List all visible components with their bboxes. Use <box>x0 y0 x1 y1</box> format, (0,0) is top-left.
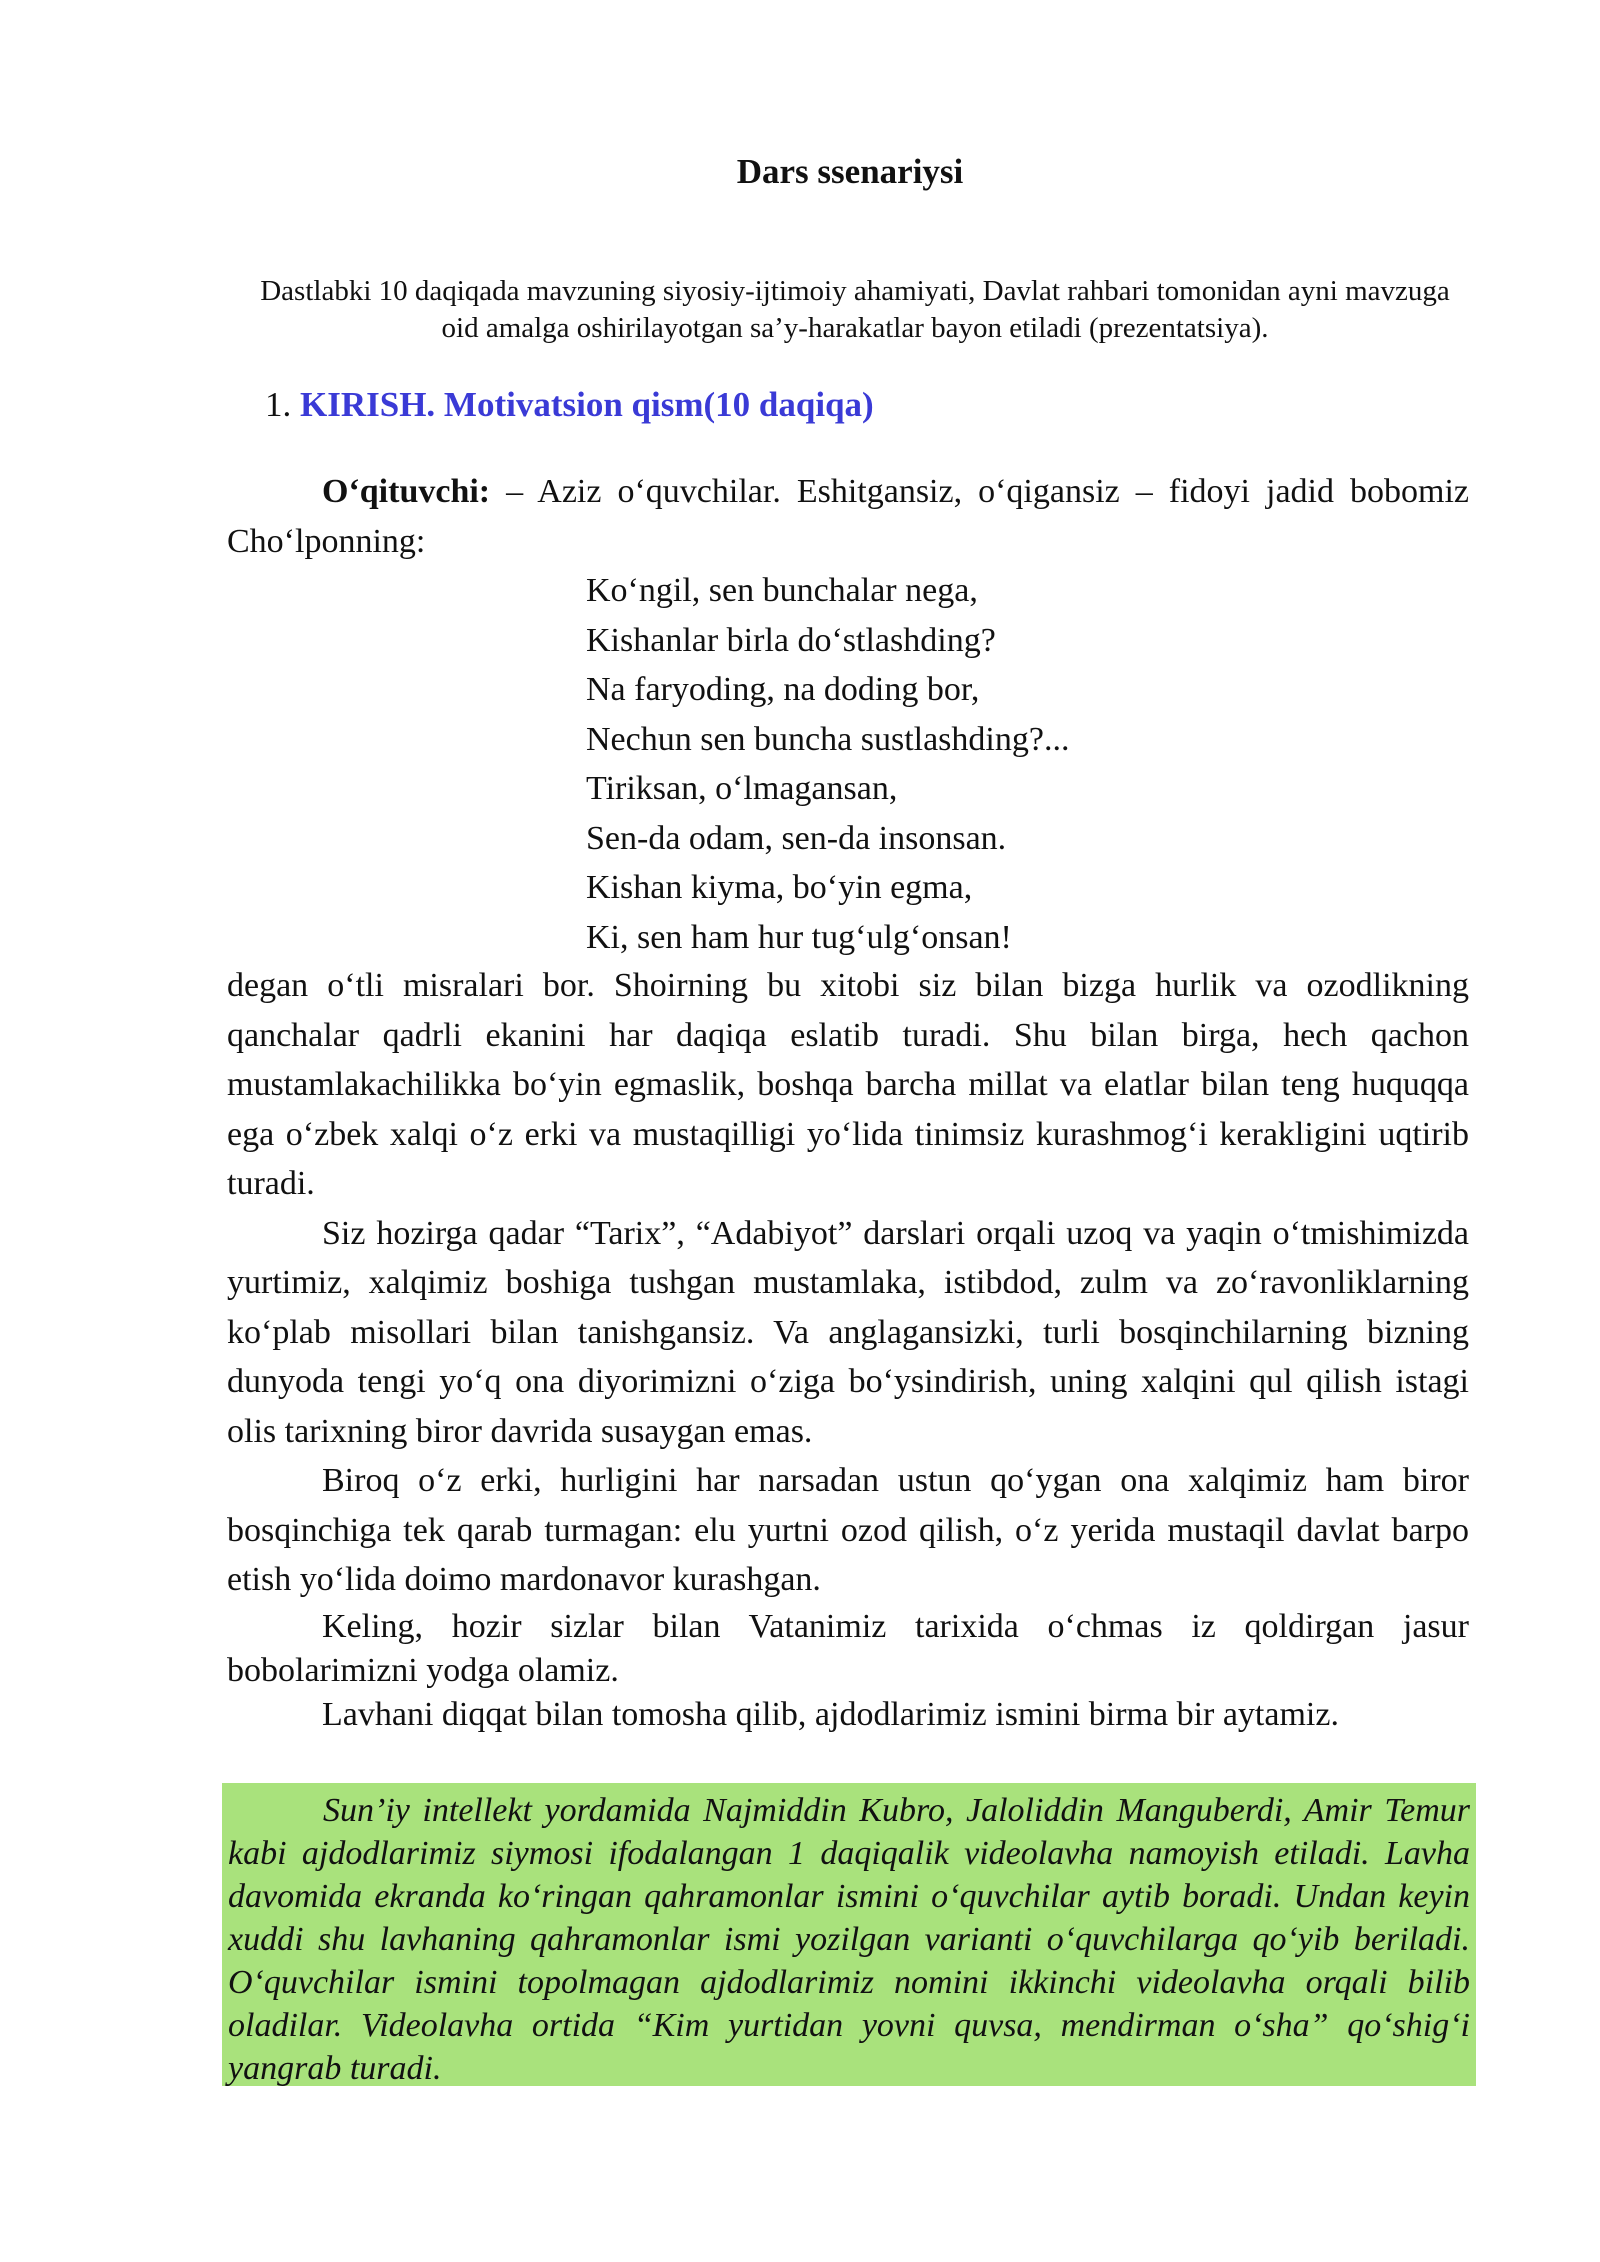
video-note-text: Sun’iy intellekt yordamida Najmiddin Kubro, Jaloliddin Manguberdi, Amir Temur kabi ajdodlarimiz siymosi ifodalangan 1 daqiqalik videolavha namoyish etiladi. Lavha davomida ekranda ko‘ringan qahramonlar ismini o‘quvchilar aytib boradi. Undan keyin xuddi shu lavhaning qahramonlar ismi yozilgan varianti o‘quvchilarga qo‘yib beriladi. O‘quvchilar ismini topolmagan ajdodlarimiz nomini ikkinchi videolavha orqali bilib oladilar. Videolavha ortida “Kim yurtidan yovni quvsa, mendirman o‘sha” qo‘shig‘i yangrab turadi. <box>228 1792 1470 2087</box>
speaker-label: O‘qituvchi: <box>322 473 491 510</box>
document-title: Dars ssenariysi <box>736 152 964 191</box>
teacher-opening <box>227 467 1469 566</box>
poem-line: Ki, sen ham hur tug‘ulg‘onsan! <box>586 918 1012 956</box>
body-paragraph: Biroq o‘z erki, hurligini har narsadan ustun qo‘ygan ona xalqimiz ham biror bosqinchiga tek qarab turmagan: elu yurtni ozod qilish, o‘z yerida mustaqil davlat barpo etish yo‘lida doimo mardonavor kurashgan. <box>227 1462 1469 1598</box>
section-number: 1. <box>265 385 292 424</box>
body-paragraph: degan o‘tli misralari bor. Shoirning bu xitobi siz bilan bizga hurlik va ozodlikning qanchalar qadrli ekanini har daqiqa eslatib turadi. Shu bilan birga, hech qachon mustamlakachilikka bo‘yin egmaslik, boshqa barcha millat va elatlar bilan teng huquqqa ega o‘zbek xalqi o‘z erki va mustaqilligi yo‘lida tinimsiz kurashmog‘i kerakligini uqtirib turadi. <box>227 967 1469 1202</box>
main-text <box>227 961 1469 1737</box>
body-paragraph: Keling, hozir sizlar bilan Vatanimiz tarixida o‘chmas iz qoldirgan jasur bobolarimizni yodga olamiz. <box>227 1607 1469 1689</box>
poem-line: Sen-da odam, sen-da insonsan. <box>586 819 1007 857</box>
section-heading <box>265 383 874 427</box>
poem-line: Tiriksan, o‘lmagansan, <box>586 770 898 807</box>
poem-line: Kishan kiyma, bo‘yin egma, <box>586 869 973 906</box>
video-note-highlight <box>222 1783 1476 2086</box>
teacher-opening-text: – Aziz o‘quvchilar. Eshitgansiz, o‘qigansiz – fidoyi jadid bobomiz Cho‘lponning: <box>227 473 1469 560</box>
teacher-opening-paragraph <box>227 467 1469 566</box>
body-paragraph: Lavhani diqqat bilan tomosha qilib, ajdodlarimiz ismini birma bir aytamiz. <box>322 1695 1339 1733</box>
poem-line: Kishanlar birla do‘stlashding? <box>586 621 996 659</box>
poem-line: Nechun sen buncha sustlashding?... <box>586 720 1070 758</box>
poem <box>586 566 1069 962</box>
poem-line: Na faryoding, na doding bor, <box>586 671 980 708</box>
body-paragraph: Siz hozirga qadar “Tarix”, “Adabiyot” darslari orqali uzoq va yaqin o‘tmishimizda yurtimiz, xalqimiz boshiga tushgan mustamlaka, istibdod, zulm va zo‘ravonliklarning ko‘plab misollari bilan tanishgansiz. Va anglagansizki, turli bosqinchilarning bizning dunyoda tengi yo‘q ona diyorimizni o‘ziga bo‘ysindirish, uning xalqini qul qilish istagi olis tarixning biror davrida susaygan emas. <box>227 1214 1469 1450</box>
section-heading-text: KIRISH. Motivatsion qism(10 daqiqa) <box>300 385 874 424</box>
intro-text: Dastlabki 10 daqiqada mavzuning siyosiy-ijtimoiy ahamiyati, Davlat rahbari tomonidan ayni mavzuga oid amalga oshirilayotgan sa’y-harakatlar bayon etiladi (prezentatsiya). <box>260 275 1450 344</box>
poem-line: Ko‘ngil, sen bunchalar nega, <box>586 572 978 609</box>
